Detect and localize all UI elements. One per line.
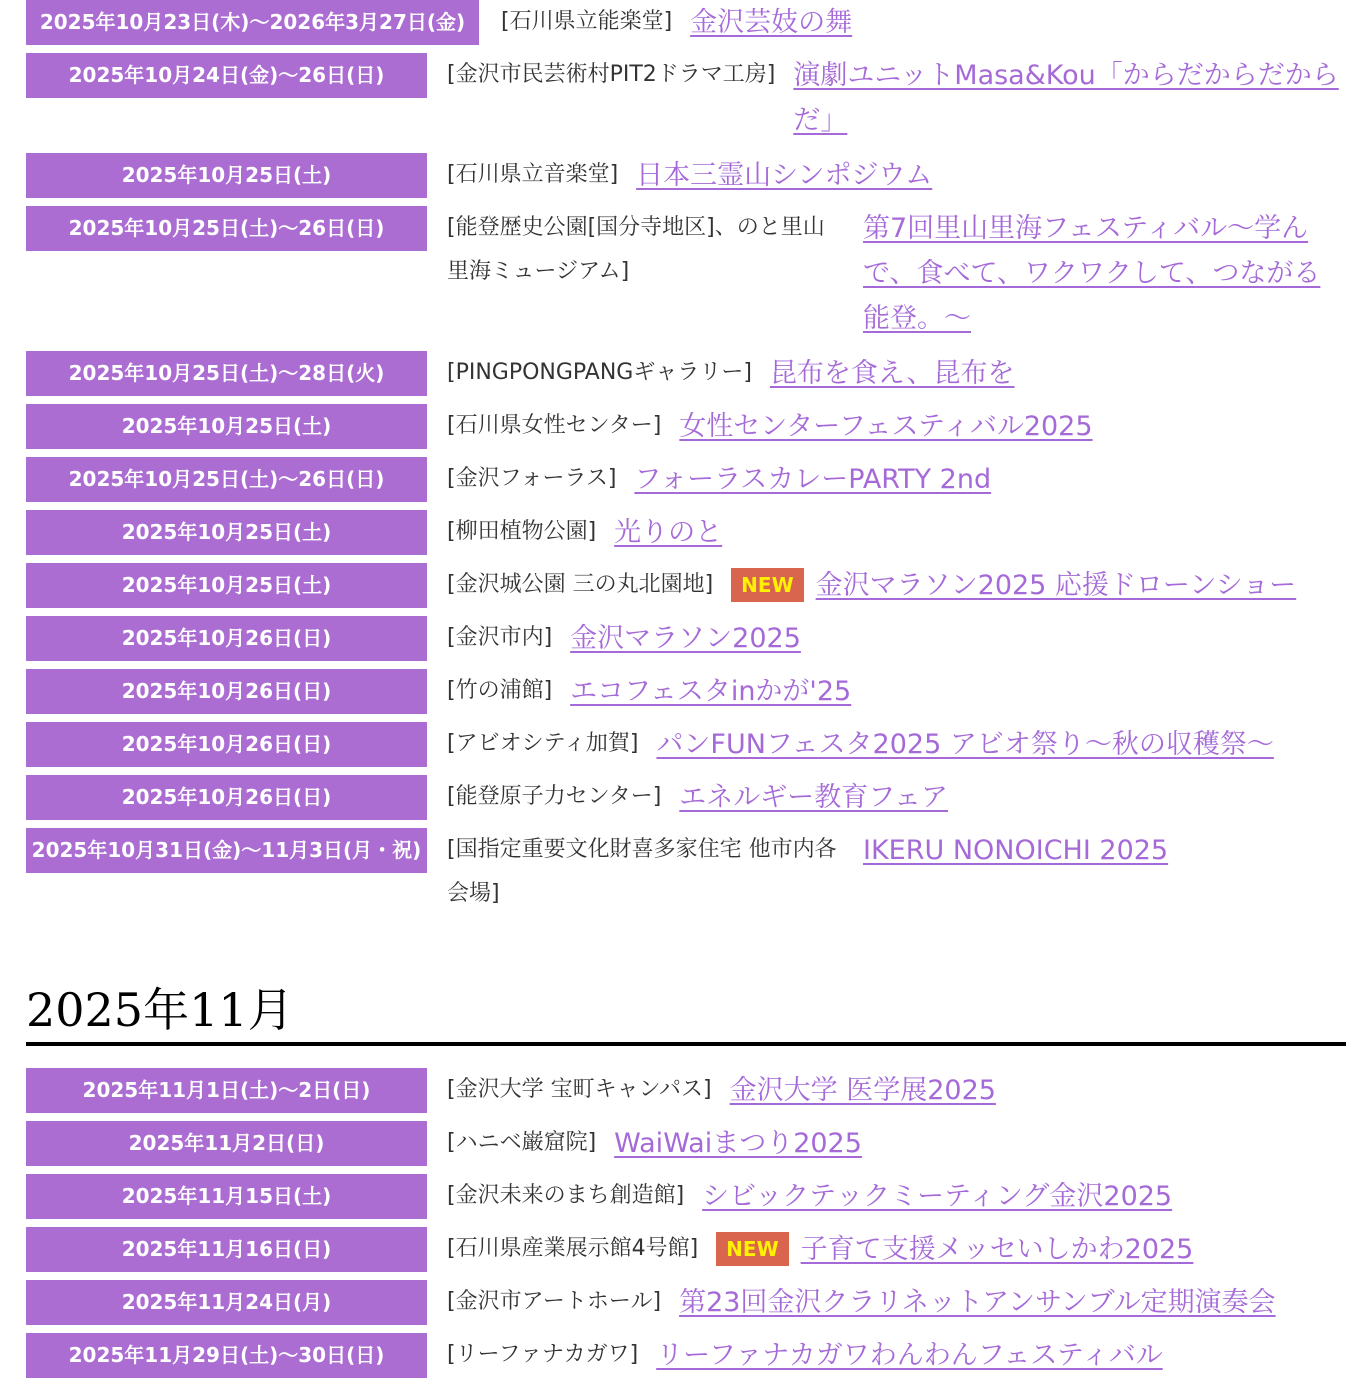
event-venue: [金沢大学 宝町キャンパス]	[447, 1077, 712, 1102]
event-title-link[interactable]: 昆布を食え、昆布を	[769, 358, 1015, 389]
event-date: 2025年10月25日(土)	[26, 563, 427, 608]
event-venue: [リーファナカガワ]	[447, 1342, 639, 1367]
event-title-link[interactable]: エネルギー教育フェア	[679, 782, 948, 813]
event-row	[26, 563, 1346, 608]
event-date: 2025年10月31日(金)〜11月3日(月・祝)	[26, 828, 427, 873]
event-venue: [金沢市内]	[447, 625, 553, 650]
event-info	[427, 53, 1346, 143]
event-venue: [能登原子力センター]	[447, 784, 662, 809]
month-heading: 2025年11月	[26, 983, 294, 1037]
event-row	[26, 828, 1346, 916]
event-title-link[interactable]: 第7回里山里海フェスティバル〜学んで、食べて、ワクワクして、つながる能登。〜	[863, 213, 1321, 334]
event-date: 2025年10月24日(金)〜26日(日)	[26, 53, 427, 98]
event-row	[26, 616, 1346, 661]
event-row	[26, 53, 1346, 143]
new-badge: NEW	[716, 1232, 788, 1266]
event-title-link[interactable]: WaiWaiまつり2025	[614, 1128, 862, 1159]
new-badge: NEW	[731, 568, 803, 602]
event-row	[26, 1121, 1346, 1166]
event-title-link[interactable]: 金沢マラソン2025 応援ドローンショー	[815, 570, 1297, 601]
event-venue: [金沢市アートホール]	[447, 1289, 662, 1314]
event-info	[427, 1068, 1346, 1113]
event-row	[26, 1280, 1346, 1325]
event-title-link[interactable]: リーファナカガワわんわんフェスティバル	[656, 1340, 1163, 1371]
event-info	[427, 616, 1346, 661]
event-info	[427, 669, 1346, 714]
event-info	[427, 828, 1346, 916]
event-row	[26, 1174, 1346, 1219]
event-row	[26, 0, 1346, 45]
event-info	[427, 206, 1346, 341]
event-venue: [柳田植物公園]	[447, 519, 597, 544]
event-info	[427, 722, 1346, 767]
event-date: 2025年10月26日(日)	[26, 722, 427, 767]
event-info	[479, 0, 1346, 45]
event-venue: [石川県立音楽堂]	[447, 162, 619, 187]
event-venue: [能登歴史公園[国分寺地区]、のと里山里海ミュージアム]	[447, 215, 825, 284]
event-row	[26, 775, 1346, 820]
event-venue: [金沢市民芸術村PIT2ドラマ工房]	[447, 62, 776, 87]
event-row	[26, 351, 1346, 396]
event-row	[26, 457, 1346, 502]
event-date: 2025年11月1日(土)〜2日(日)	[26, 1068, 427, 1113]
event-venue: [金沢フォーラス]	[447, 466, 617, 491]
event-venue: [石川県産業展示館4号館]	[447, 1236, 699, 1261]
month-divider	[26, 1042, 1346, 1046]
event-title-link[interactable]: 金沢大学 医学展2025	[729, 1075, 996, 1106]
event-title-link[interactable]: IKERU NONOICHI 2025	[863, 835, 1169, 866]
event-date: 2025年10月26日(日)	[26, 616, 427, 661]
event-row	[26, 510, 1346, 555]
event-date: 2025年10月25日(土)〜26日(日)	[26, 457, 427, 502]
event-date: 2025年10月25日(土)〜26日(日)	[26, 206, 427, 251]
event-title-link[interactable]: 日本三霊山シンポジウム	[636, 160, 933, 191]
event-venue: [竹の浦館]	[447, 678, 553, 703]
event-row	[26, 153, 1346, 198]
event-info	[427, 510, 1346, 555]
event-venue: [金沢城公園 三の丸北園地]	[447, 572, 714, 597]
event-date: 2025年10月25日(土)	[26, 404, 427, 449]
event-info	[427, 1280, 1346, 1325]
event-venue: [アビオシティ加賀]	[447, 731, 639, 756]
event-info	[427, 457, 1346, 502]
event-row	[26, 1333, 1346, 1378]
event-info	[427, 351, 1346, 396]
event-info	[427, 1174, 1346, 1219]
event-date: 2025年10月23日(木)〜2026年3月27日(金)	[26, 0, 479, 45]
event-info	[427, 404, 1346, 449]
event-date: 2025年10月25日(土)〜28日(火)	[26, 351, 427, 396]
event-date: 2025年10月25日(土)	[26, 510, 427, 555]
event-info	[427, 563, 1346, 608]
event-title-link[interactable]: 女性センターフェスティバル2025	[679, 411, 1093, 442]
event-title-link[interactable]: 子育て支援メッセいしかわ2025	[800, 1234, 1194, 1265]
event-venue: [PINGPONGPANGギャラリー]	[447, 360, 752, 385]
event-row	[26, 722, 1346, 767]
event-date: 2025年10月26日(日)	[26, 669, 427, 714]
event-date: 2025年10月25日(土)	[26, 153, 427, 198]
event-venue: [ハニベ巌窟院]	[447, 1130, 597, 1155]
event-info	[427, 153, 1346, 198]
event-title-link[interactable]: 金沢マラソン2025	[570, 623, 801, 654]
event-title-link[interactable]: エコフェスタinかが'25	[570, 676, 852, 707]
event-title-link[interactable]: 第23回金沢クラリネットアンサンブル定期演奏会	[679, 1287, 1276, 1318]
event-date: 2025年11月15日(土)	[26, 1174, 427, 1219]
event-info	[427, 1227, 1346, 1272]
event-title-link[interactable]: シビックテックミーティング金沢2025	[702, 1181, 1173, 1212]
event-title-link[interactable]: フォーラスカレーPARTY 2nd	[634, 464, 992, 495]
event-venue: [石川県立能楽堂]	[501, 9, 673, 34]
event-date: 2025年10月26日(日)	[26, 775, 427, 820]
event-date: 2025年11月24日(月)	[26, 1280, 427, 1325]
event-venue: [金沢未来のまち創造館]	[447, 1183, 685, 1208]
event-info	[427, 775, 1346, 820]
event-title-link[interactable]: 演劇ユニットMasa&Kou「からだからだからだ」	[793, 60, 1339, 136]
event-row	[26, 669, 1346, 714]
event-row	[26, 1227, 1346, 1272]
event-title-link[interactable]: 光りのと	[614, 517, 723, 548]
event-info	[427, 1333, 1346, 1378]
event-title-link[interactable]: 金沢芸妓の舞	[690, 7, 853, 38]
event-info	[427, 1121, 1346, 1166]
event-row	[26, 404, 1346, 449]
event-date: 2025年11月16日(日)	[26, 1227, 427, 1272]
event-date: 2025年11月2日(日)	[26, 1121, 427, 1166]
event-venue: [石川県女性センター]	[447, 413, 662, 438]
event-row	[26, 206, 1346, 341]
event-venue: [国指定重要文化財喜多家住宅 他市内各会場]	[447, 837, 837, 906]
event-date: 2025年11月29日(土)〜30日(日)	[26, 1333, 427, 1378]
event-title-link[interactable]: パンFUNフェスタ2025 アビオ祭り〜秋の収穫祭〜	[656, 729, 1274, 760]
event-row	[26, 1068, 1346, 1113]
